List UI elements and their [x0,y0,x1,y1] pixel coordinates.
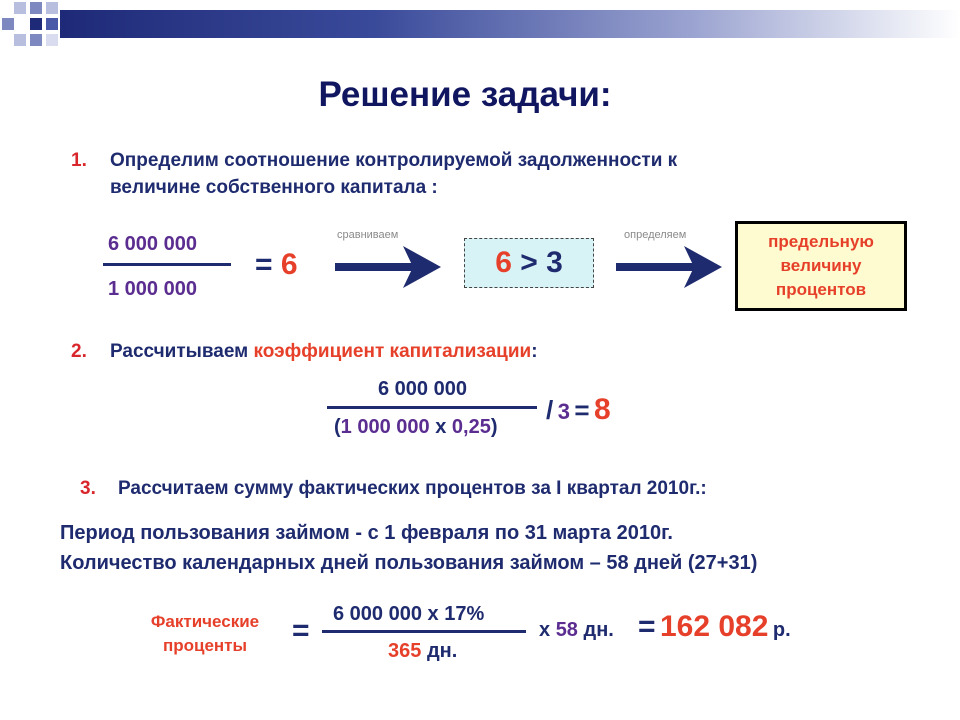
step1-number: 1. [71,150,87,171]
deco-square [14,34,26,46]
days-line: Количество календарных дней пользования займом – 58 дней (27+31) [60,552,758,574]
step3-mult-days: 58 [555,619,578,641]
step1-text [110,147,677,201]
page-title: Решение задачи: [318,75,612,114]
step3-text: Рассчитаем сумму фактических процентов за I квартал 2010г.: [118,478,707,499]
comparison-box [464,238,594,288]
step3-total [638,610,791,644]
step3-currency: р. [772,619,791,641]
arrow1-label: сравниваем [337,229,399,241]
period-line: Период пользования займом - с 1 февраля по 31 марта 2010г. [60,522,673,544]
deco-square [30,2,42,14]
deco-square [30,34,42,46]
step1-equals: = [255,248,273,281]
step2-denom-a: 1 000 000 [340,416,430,438]
arrow2-label: определяем [624,229,687,241]
step2-number: 2. [71,341,87,362]
compare-right-value: 3 [546,246,563,279]
step2-denom-b: 0,25 [451,416,491,438]
step2-denom-close: ) [490,416,498,438]
actual-interest-label [130,610,280,658]
step2-text-suffix: : [531,341,538,362]
step3-denom-unit: дн. [426,640,458,662]
step3-mult-unit: дн. [583,619,614,641]
step1-result [255,248,298,282]
step1-result-value: 6 [280,248,298,281]
limit-interest-box [735,221,907,311]
box-line3: процентов [775,280,867,299]
step2-fraction-bar [327,406,537,409]
header-gradient-bar [60,10,960,38]
step2-slash: / [546,395,554,425]
step2-text-prefix: Рассчитываем [110,341,249,362]
arrow-right-icon [614,246,724,288]
step3-mult-x: х [539,619,551,641]
step1-line1: Определим соотношение контролируемой задолженности к [110,150,678,171]
step2-numerator: 6 000 000 [378,378,467,400]
label-line2: проценты [162,636,248,655]
step3-denominator [388,640,457,663]
step2-denominator [334,416,498,439]
step3-denom-days: 365 [388,640,422,662]
step2-text-highlight: коэффициент капитализации [253,341,532,362]
deco-square [46,2,58,14]
step3-total-value: 162 082 [659,610,769,643]
deco-square [14,2,26,14]
step2-text [110,338,538,365]
step2-divisor: 3 [557,399,570,424]
step3-equals: = [292,614,310,647]
compare-operator: > [520,246,538,279]
step3-numerator: 6 000 000 х 17% [333,603,485,625]
step1-line2: величине собственного капитала : [110,177,438,198]
step1-numerator: 6 000 000 [108,233,197,255]
arrow-right-icon [333,246,443,288]
step3-number: 3. [80,478,96,499]
box-line1: предельную [768,232,874,251]
deco-square [2,18,14,30]
step2-denom-open: ( [334,416,341,438]
step3-details [60,518,757,578]
step2-denom-x: х [435,416,447,438]
step3-fraction-bar [322,630,526,633]
step1-fraction-bar [103,263,231,266]
step3-equals2: = [638,610,656,643]
step2-result-value: 8 [594,393,611,426]
deco-square [30,18,42,30]
deco-square [46,18,58,30]
compare-left-value: 6 [495,246,512,279]
box-line2: величину [780,256,862,275]
step3-multiplier [539,619,614,642]
label-line1: Фактические [150,612,260,631]
deco-square [46,34,58,46]
step2-equals: = [574,395,590,425]
step1-denominator: 1 000 000 [108,278,197,300]
step2-result [546,393,611,427]
